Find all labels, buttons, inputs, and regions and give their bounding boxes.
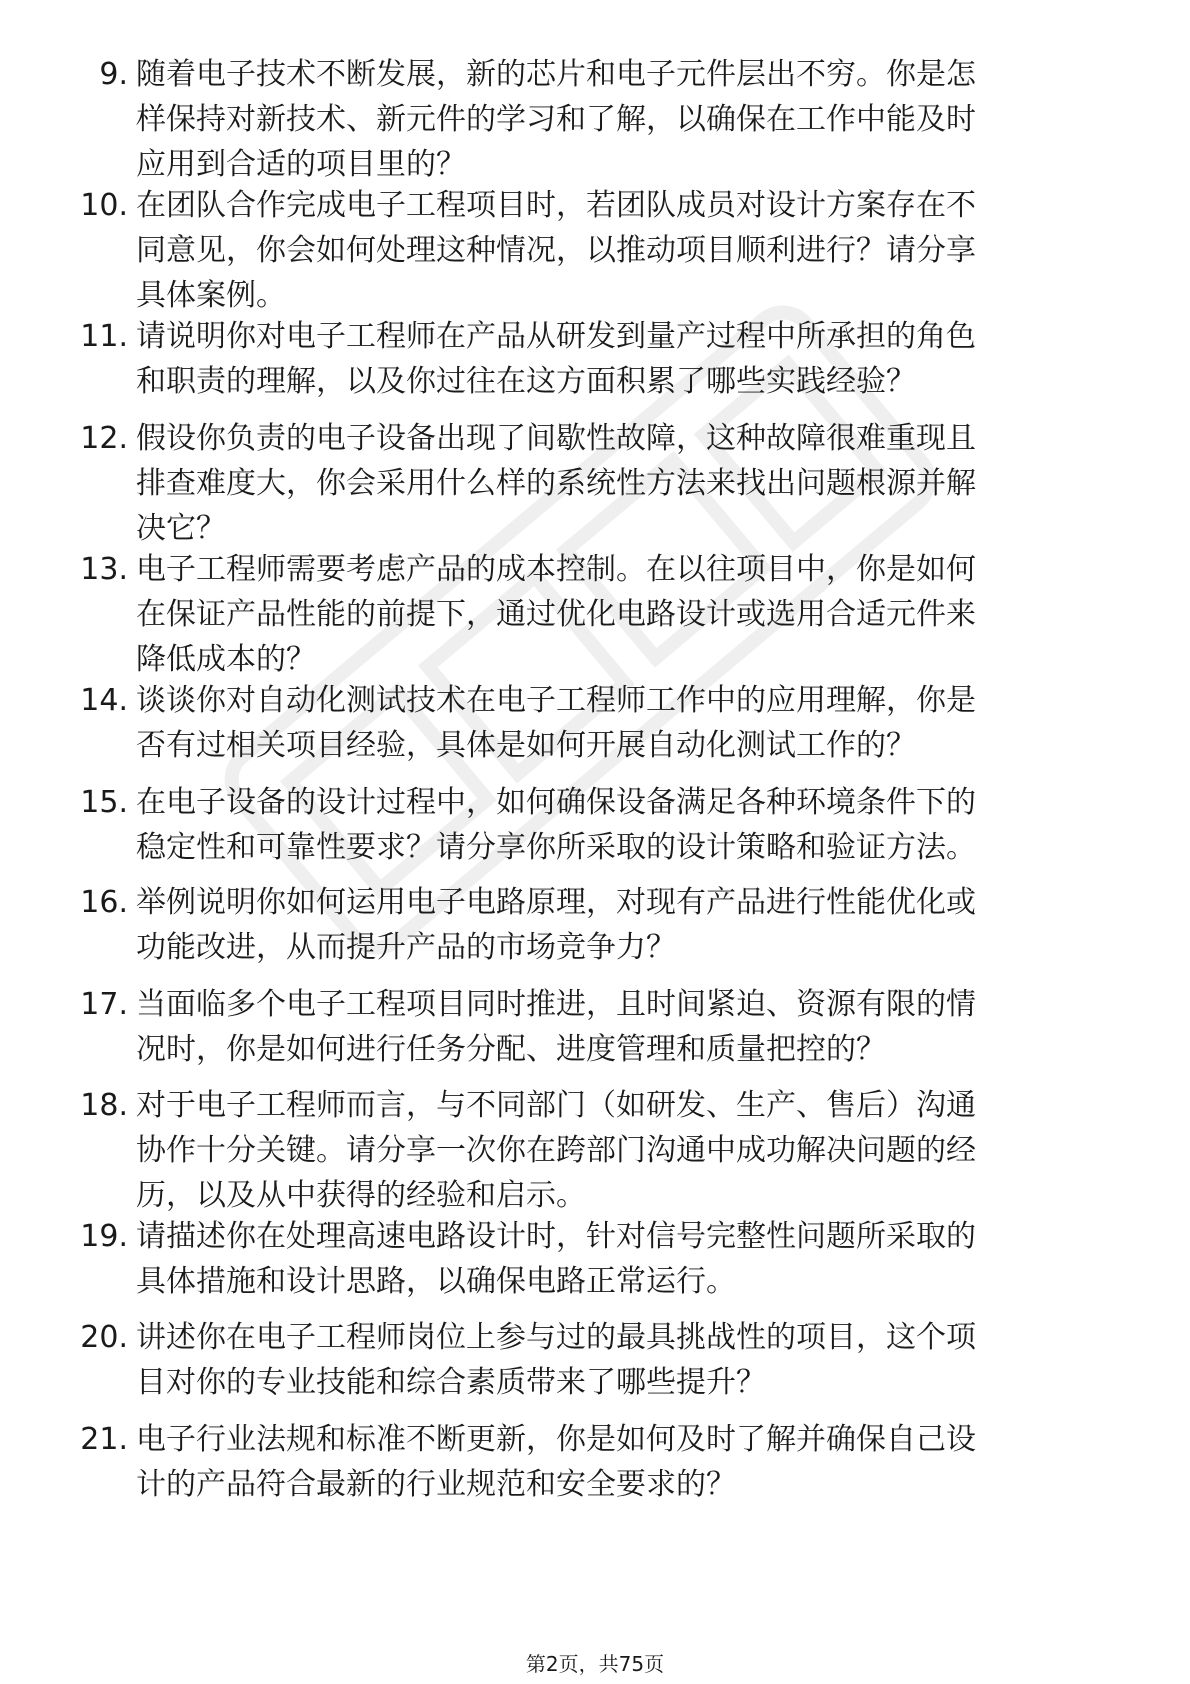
question-text: 请说明你对电子工程师在产品从研发到量产过程中所承担的角色 和职责的理解，以及你过往在这方面积累了哪些实践经验？	[136, 319, 976, 399]
question-number: 13.	[80, 552, 128, 587]
question-text: 电子行业法规和标准不断更新，你是如何及时了解并确保自己设 计的产品符合最新的行业规范和安全要求的？	[136, 1422, 976, 1502]
question-number: 12.	[80, 421, 128, 456]
page-footer: 第2页，共75页	[525, 1652, 665, 1676]
question-number: 19.	[80, 1219, 128, 1254]
question-text: 在团队合作完成电子工程项目时，若团队成员对设计方案存在不 同意见，你会如何处理这种情况，以推动项目顺利进行？请分享 具体案例。	[136, 188, 976, 313]
question-text: 电子工程师需要考虑产品的成本控制。在以往项目中，你是如何 在保证产品性能的前提下，通过优化电路设计或选用合适元件来 降低成本的？	[136, 552, 976, 677]
question-text: 在电子设备的设计过程中，如何确保设备满足各种环境条件下的 稳定性和可靠性要求？请分享你所采取的设计策略和验证方法。	[136, 785, 976, 865]
question-text: 假设你负责的电子设备出现了间歇性故障，这种故障很难重现且 排查难度大，你会采用什么样的系统性方法来找出问题根源并解 决它？	[136, 421, 976, 546]
question-text: 当面临多个电子工程项目同时推进，且时间紧迫、资源有限的情 况时，你是如何进行任务分配、进度管理和质量把控的？	[136, 987, 976, 1067]
question-number: 20.	[80, 1320, 128, 1355]
question-text: 随着电子技术不断发展，新的芯片和电子元件层出不穷。你是怎 样保持对新技术、新元件的学习和了解，以确保在工作中能及时 应用到合适的项目里的？	[136, 57, 976, 182]
question-number: 16.	[80, 885, 128, 920]
question-number: 11.	[80, 319, 128, 354]
question-text: 请描述你在处理高速电路设计时，针对信号完整性问题所采取的 具体措施和设计思路，以确保电路正常运行。	[136, 1219, 976, 1299]
question-number: 21.	[80, 1422, 128, 1457]
question-text: 讲述你在电子工程师岗位上参与过的最具挑战性的项目，这个项 目对你的专业技能和综合素质带来了哪些提升？	[136, 1320, 976, 1400]
question-number: 14.	[80, 683, 128, 718]
question-number: 15.	[80, 785, 128, 820]
question-number: 9.	[99, 57, 128, 92]
question-text: 谈谈你对自动化测试技术在电子工程师工作中的应用理解，你是 否有过相关项目经验，具体是如何开展自动化测试工作的？	[136, 683, 976, 763]
question-number: 10.	[80, 188, 128, 223]
question-text: 举例说明你如何运用电子电路原理，对现有产品进行性能优化或 功能改进，从而提升产品的市场竞争力？	[136, 885, 976, 965]
question-text: 对于电子工程师而言，与不同部门（如研发、生产、售后）沟通 协作十分关键。请分享一次你在跨部门沟通中成功解决问题的经 历，以及从中获得的经验和启示。	[136, 1088, 976, 1213]
question-number: 18.	[80, 1088, 128, 1123]
question-number: 17.	[80, 987, 128, 1022]
